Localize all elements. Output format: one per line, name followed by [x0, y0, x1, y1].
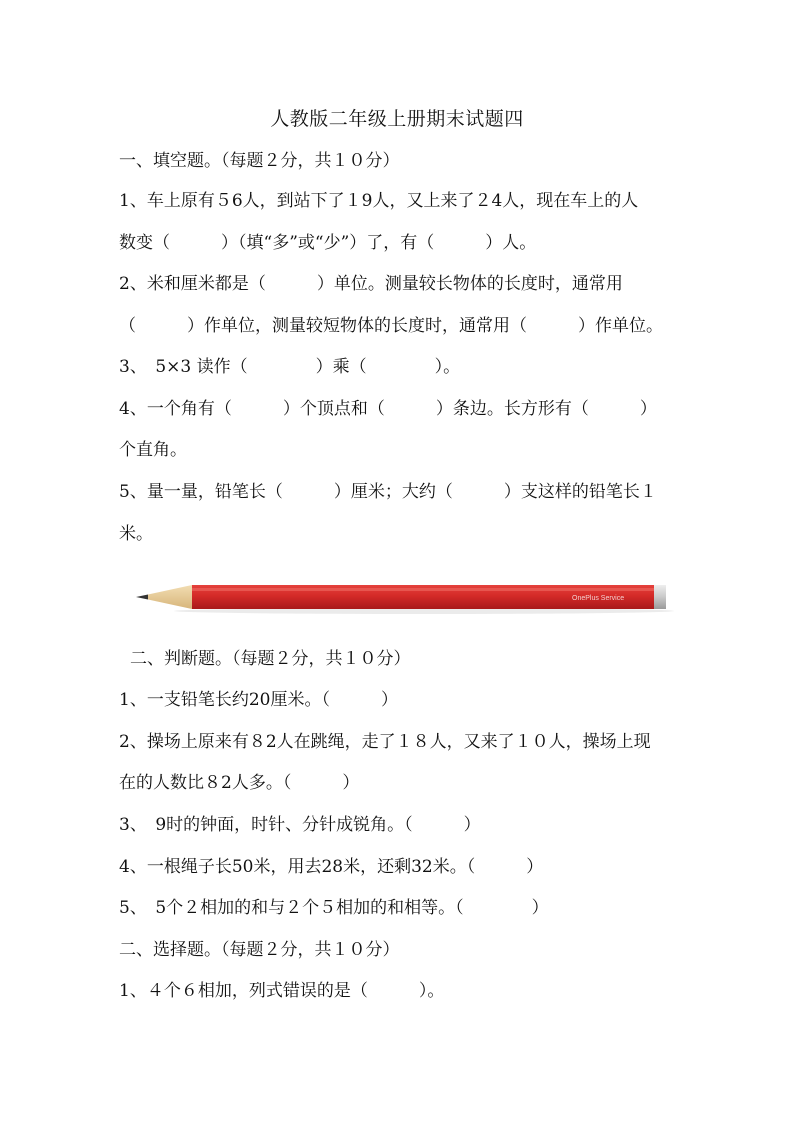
question-2-5: 5、 5个２相加的和与２个５相加的和相等。（ ）: [119, 898, 549, 918]
question-2-2-line-2: 在的人数比８2人多。（ ）: [119, 773, 360, 793]
question-2-4: 4、一根绳子长50米，用去28米，还剩32米。（ ）: [119, 857, 544, 877]
section-choice-heading: 二、选择题。（每题２分，共１０分）: [119, 940, 400, 960]
page-title: 人教版二年级上册期末试题四: [270, 108, 524, 130]
question-1-5-line-2: 米。: [119, 524, 153, 544]
question-1-4-line-1: 4、一个角有（ ）个顶点和（ ）条边。长方形有（ ）: [119, 399, 657, 419]
pencil-end: [654, 585, 666, 609]
question-2-2-line-1: 2、操场上原来有８2人在跳绳，走了１８人，又来了１０人，操场上现: [119, 732, 651, 752]
pencil-brand-text: OnePlus Service: [572, 595, 625, 602]
question-1-2-line-1: 2、米和厘米都是（ ）单位。测量较长物体的长度时，通常用: [119, 274, 623, 294]
question-1-5-line-1: 5、量一量，铅笔长（ ）厘米；大约（ ）支这样的铅笔长１: [119, 482, 657, 502]
question-1-4-line-2: 个直角。: [119, 440, 187, 460]
pencil-wood: [148, 585, 192, 609]
pencil-lead: [136, 595, 148, 600]
section-true-false-heading: 二、判断题。（每题２分，共１０分）: [130, 649, 411, 669]
question-2-3: 3、 9时的钟面，时针、分针成锐角。（ ）: [119, 815, 481, 835]
question-2-1: 1、一支铅笔长约20厘米。（ ）: [119, 690, 398, 710]
section-fill-blank-heading: 一、填空题。（每题２分，共１０分）: [119, 151, 400, 171]
question-3-1: 1、４个６相加，列式错误的是（ ）。: [119, 981, 445, 1001]
question-1-1-line-1: 1、车上原有５6人，到站下了１9人，又上来了２4人，现在车上的人: [119, 191, 639, 211]
pencil-image: [134, 578, 674, 618]
question-1-3: 3、 5×3 读作（ ）乘（ ）。: [119, 357, 461, 377]
question-1-2-line-2: （ ）作单位，测量较短物体的长度时，通常用（ ）作单位。: [119, 316, 663, 336]
question-1-1-line-2: 数变（ ）（填“多”或“少”）了，有（ ）人。: [119, 233, 537, 253]
